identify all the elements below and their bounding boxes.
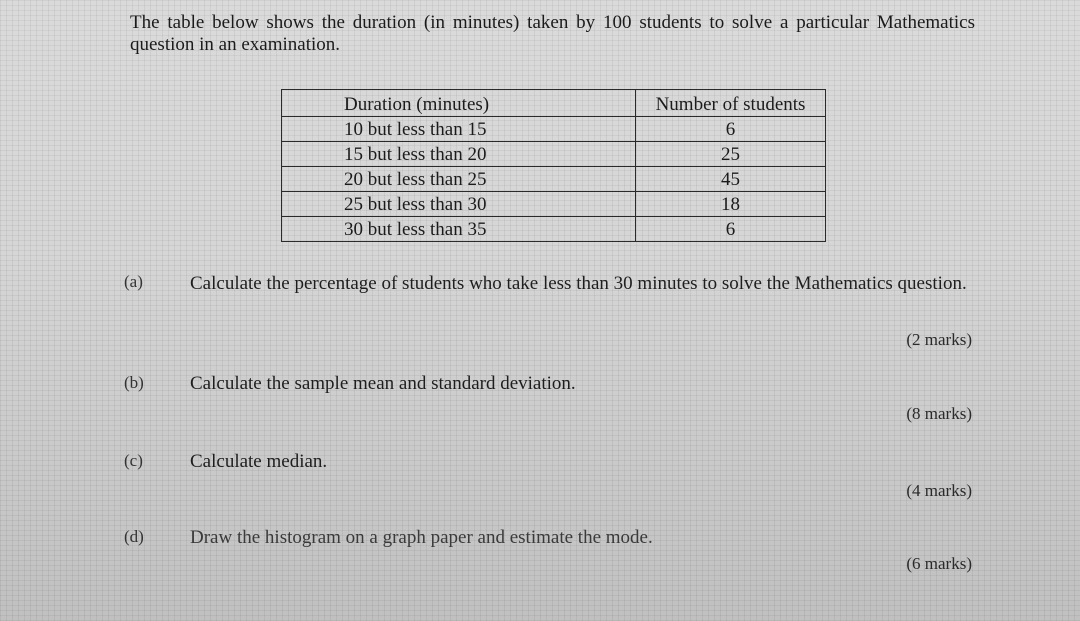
students-cell: 45 <box>636 167 826 192</box>
question-c-marks: (4 marks) <box>906 481 972 500</box>
students-cell: 18 <box>636 192 826 217</box>
intro-paragraph: The table below shows the duration (in minutes) taken by 100 students to solve a particular Mathematics question in an examination. <box>130 12 975 55</box>
duration-table <box>281 89 826 242</box>
table-row <box>282 117 826 142</box>
question-c-letter: (c) <box>124 451 143 470</box>
duration-cell: 30 but less than 35 <box>282 217 636 242</box>
question-d-text: Draw the histogram on a graph paper and estimate the mode. <box>190 527 653 548</box>
question-b-marks: (8 marks) <box>906 404 972 423</box>
table-header-row <box>282 90 826 117</box>
students-cell: 6 <box>636 117 826 142</box>
duration-cell: 15 but less than 20 <box>282 142 636 167</box>
question-a-letter: (a) <box>124 272 143 291</box>
column-header-duration: Duration (minutes) <box>282 90 636 117</box>
question-d-letter: (d) <box>124 527 144 546</box>
question-a-marks: (2 marks) <box>906 330 972 349</box>
table-row <box>282 192 826 217</box>
duration-cell: 20 but less than 25 <box>282 167 636 192</box>
question-d-marks: (6 marks) <box>906 554 972 573</box>
question-c-text: Calculate median. <box>190 451 328 472</box>
duration-cell: 10 but less than 15 <box>282 117 636 142</box>
question-a-text: Calculate the percentage of students who take less than 30 minutes to solve the Mathematics question. <box>190 273 967 294</box>
question-b-letter: (b) <box>124 373 144 392</box>
table-row <box>282 167 826 192</box>
students-cell: 6 <box>636 217 826 242</box>
table-row <box>282 142 826 167</box>
table-row <box>282 217 826 242</box>
duration-cell: 25 but less than 30 <box>282 192 636 217</box>
question-b-text: Calculate the sample mean and standard deviation. <box>190 373 576 394</box>
column-header-students: Number of students <box>636 90 826 117</box>
students-cell: 25 <box>636 142 826 167</box>
